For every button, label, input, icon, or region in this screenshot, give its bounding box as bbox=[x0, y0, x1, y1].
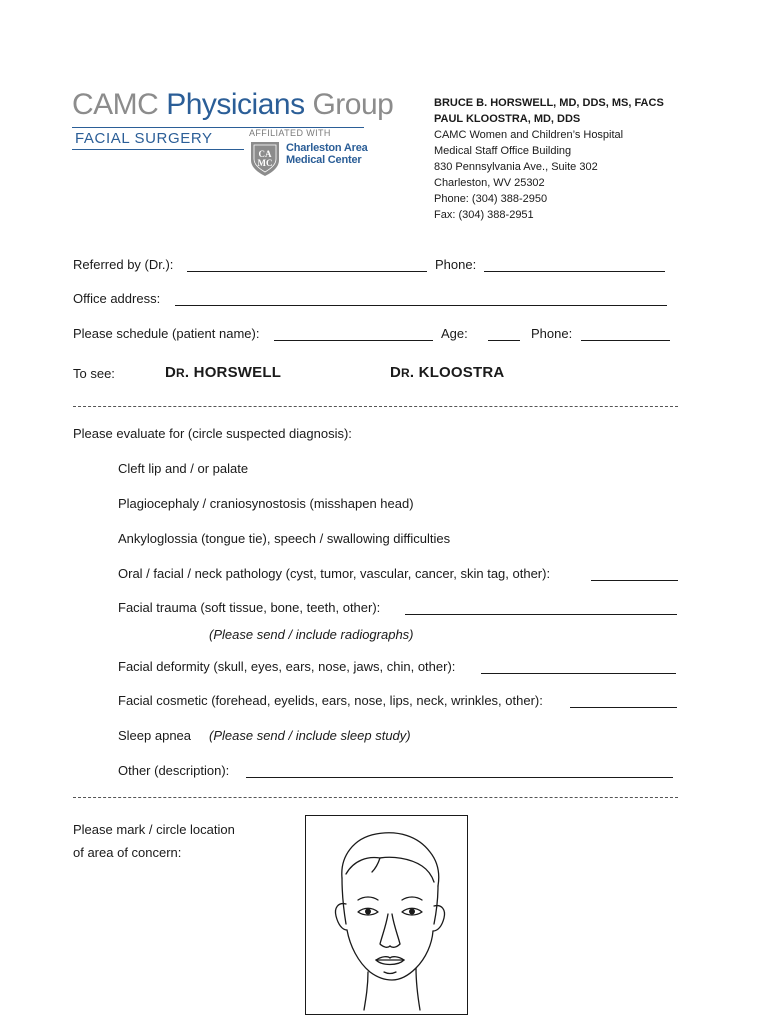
dr1-rest: . HORSWELL bbox=[184, 364, 282, 381]
logo-word-camc: CAMC bbox=[72, 88, 159, 121]
address-street: 830 Pennsylvania Ave., Suite 302 bbox=[434, 161, 598, 173]
doctor-line-horswell: BRUCE B. HORSWELL, MD, DDS, MS, FACS bbox=[434, 97, 664, 109]
other-description-field[interactable] bbox=[246, 777, 673, 778]
affiliated-with-label: AFFILIATED WITH bbox=[249, 128, 331, 138]
dr1-small: R bbox=[176, 366, 185, 380]
doctor-line-kloostra: PAUL KLOOSTRA, MD, DDS bbox=[434, 113, 581, 125]
patient-name-field[interactable] bbox=[274, 340, 433, 341]
age-field[interactable] bbox=[488, 340, 520, 341]
to-see-label: To see: bbox=[73, 366, 115, 381]
referrer-phone-field[interactable] bbox=[484, 271, 665, 272]
dr2-prefix: D bbox=[390, 364, 402, 381]
doctor-option-kloostra[interactable] bbox=[390, 364, 504, 382]
dr1-prefix: D bbox=[165, 364, 177, 381]
address-city: Charleston, WV 25302 bbox=[434, 177, 545, 189]
section-divider-1 bbox=[73, 406, 678, 407]
office-address-field[interactable] bbox=[175, 305, 667, 306]
dr2-rest: . KLOOSTRA bbox=[409, 364, 505, 381]
address-fax: Fax: (304) 388-2951 bbox=[434, 209, 534, 221]
address-hospital: CAMC Women and Children’s Hospital bbox=[434, 129, 624, 141]
logo-word-physicians: Physicians bbox=[166, 88, 305, 121]
patient-phone-label: Phone: bbox=[531, 326, 573, 341]
logo-subtitle: FACIAL SURGERY bbox=[75, 130, 213, 147]
logo-subtitle-underline bbox=[72, 149, 244, 150]
right-pupil bbox=[409, 909, 415, 915]
trauma-field[interactable] bbox=[405, 614, 677, 615]
address-building: Medical Staff Office Building bbox=[434, 145, 572, 157]
camc-shield-icon bbox=[249, 140, 281, 178]
patient-phone-field[interactable] bbox=[581, 340, 670, 341]
diagnosis-cosmetic[interactable]: Facial cosmetic (forehead, eyelids, ears, nose, lips, neck, wrinkles, other): bbox=[118, 693, 543, 708]
camc-center-name bbox=[286, 142, 368, 166]
location-prompt-line1: Please mark / circle location bbox=[73, 822, 235, 837]
diagnosis-ankyloglossia[interactable]: Ankyloglossia (tongue tie), speech / swallowing difficulties bbox=[118, 531, 451, 546]
radiographs-note: (Please send / include radiographs) bbox=[209, 627, 414, 642]
pathology-field[interactable] bbox=[591, 580, 678, 581]
face-diagram-box[interactable] bbox=[305, 815, 468, 1015]
referred-by-field[interactable] bbox=[187, 271, 427, 272]
diagnosis-deformity[interactable]: Facial deformity (skull, eyes, ears, nose, jaws, chin, other): bbox=[118, 659, 456, 674]
office-address-label: Office address: bbox=[73, 291, 161, 306]
face-outline-icon bbox=[306, 816, 467, 1014]
diagnosis-pathology[interactable]: Oral / facial / neck pathology (cyst, tumor, vascular, cancer, skin tag, other): bbox=[118, 566, 551, 581]
diagnosis-plagiocephaly[interactable]: Plagiocephaly / craniosynostosis (misshapen head) bbox=[118, 496, 414, 511]
sleep-study-note: (Please send / include sleep study) bbox=[209, 728, 411, 743]
diagnosis-other[interactable]: Other (description): bbox=[118, 763, 230, 778]
referrer-phone-label: Phone: bbox=[435, 257, 477, 272]
deformity-field[interactable] bbox=[481, 673, 676, 674]
cosmetic-field[interactable] bbox=[570, 707, 677, 708]
camc-center-line1: Charleston Area bbox=[286, 142, 368, 154]
evaluate-heading: Please evaluate for (circle suspected diagnosis): bbox=[73, 426, 352, 441]
address-phone: Phone: (304) 388-2950 bbox=[434, 193, 548, 205]
logo-word-group: Group bbox=[312, 88, 394, 121]
camc-center-line2: Medical Center bbox=[286, 154, 362, 166]
referred-by-label: Referred by (Dr.): bbox=[73, 257, 174, 272]
section-divider-2 bbox=[73, 797, 678, 798]
shield-letters-bottom: MC bbox=[257, 158, 273, 168]
left-pupil bbox=[365, 909, 371, 915]
diagnosis-cleft-lip[interactable]: Cleft lip and / or palate bbox=[118, 461, 249, 476]
diagnosis-sleep-apnea[interactable]: Sleep apnea bbox=[118, 728, 192, 743]
location-prompt-line2: of area of concern: bbox=[73, 845, 182, 860]
diagnosis-trauma[interactable]: Facial trauma (soft tissue, bone, teeth, other): bbox=[118, 600, 381, 615]
logo-title bbox=[72, 88, 393, 122]
doctor-option-horswell[interactable] bbox=[165, 364, 281, 382]
age-label: Age: bbox=[441, 326, 468, 341]
dr2-small: R bbox=[401, 366, 410, 380]
shield-letters-top: CA bbox=[258, 149, 272, 159]
patient-name-label: Please schedule (patient name): bbox=[73, 326, 260, 341]
